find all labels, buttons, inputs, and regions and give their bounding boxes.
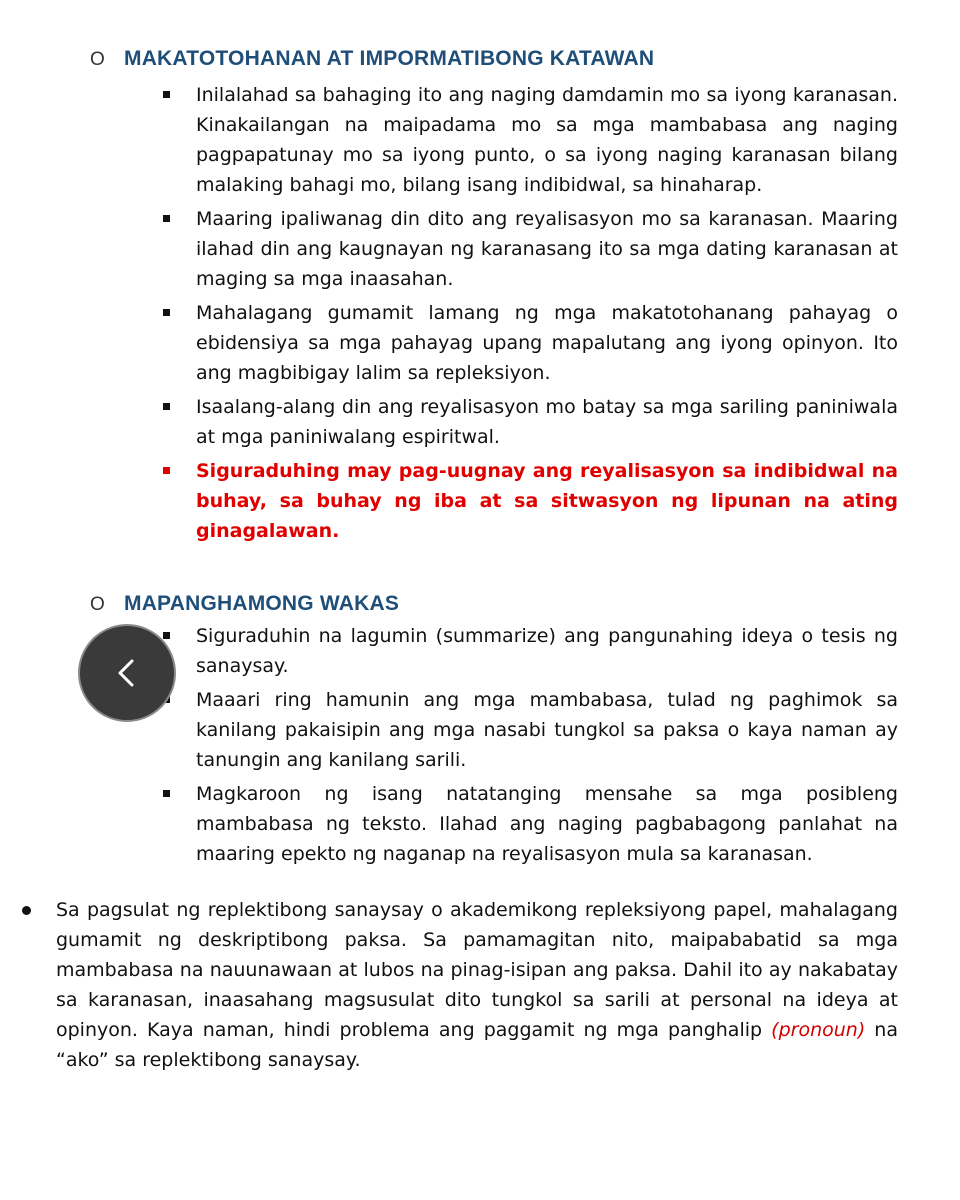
list-item-text: Siguraduhin na lagumin (summarize) ang pangunahing ideya o tesis ng sanaysay.: [196, 625, 898, 677]
back-button[interactable]: [78, 624, 176, 722]
list-item-text: Mahalagang gumamit lamang ng mga makatotohanang pahayag o ebidensiya sa mga pahayag upang mapalutang ang iyong opinyon. Ito ang magbibigay lalim sa repleksiyon.: [196, 302, 898, 384]
katawan-list: [160, 80, 898, 550]
list-item-text: Magkaroon ng isang natatanging mensahe sa mga posibleng mambabasa ng teksto. Ilahad ang naging pagbabagong panlahat na maaring epekto ng naganap na reyalisasyon mula sa karanasan.: [196, 783, 898, 865]
list-item: [160, 204, 898, 294]
list-item-text: Isaalang-alang din ang reyalisasyon mo batay sa mga sariling paniniwala at mga paniniwalang espiritwal.: [196, 396, 898, 448]
list-item: [160, 779, 898, 869]
square-bullet-icon: [163, 632, 170, 639]
square-bullet-icon: [163, 790, 170, 797]
paragraph-text-end: na “ako” sa replektibong sanaysay.: [56, 1019, 898, 1071]
square-bullet-icon: [163, 309, 170, 316]
list-item-text: Inilalahad sa bahaging ito ang naging damdamin mo sa iyong karanasan. Kinakailangan na maipadama mo sa mga mambabasa ang naging pagpapatunay mo sa iyong punto, o sa iyong naging karanasan bilang malaking bahagi mo, bilang isang indibidwal, sa hinaharap.: [196, 84, 898, 196]
square-bullet-icon: [163, 403, 170, 410]
section-title: MAPANGHAMONG WAKAS: [124, 592, 400, 615]
square-bullet-icon: [163, 215, 170, 222]
section-heading-katawan: [90, 47, 910, 71]
square-bullet-icon: [163, 467, 170, 474]
wakas-list: [160, 621, 898, 873]
list-item: [160, 685, 898, 775]
list-item-emphasized: [160, 456, 898, 546]
circle-bullet-icon: O: [90, 594, 105, 615]
main-bullet-paragraph: [22, 895, 898, 1075]
list-item: [160, 392, 898, 452]
paragraph-text-start: Sa pagsulat ng replektibong sanaysay o akademikong repleksiyong papel, mahalagang gumamit ng deskriptibong paksa. Sa pamamagitan nito, maipababatid sa mga mambabasa na nauunawaan at lubos na pinag-isipan ang paksa. Dahil ito ay nakabatay sa karanasan, inaasahang magsusulat dito tungkol sa sarili at personal na ideya at opinyon. Kaya naman, hindi problema ang paggamit ng mga panghalip: [56, 899, 898, 1041]
circle-bullet-icon: O: [90, 49, 105, 70]
paragraph-text: [56, 895, 898, 1075]
pronoun-term: (pronoun): [771, 1019, 866, 1041]
list-item: [160, 621, 898, 681]
section-title: MAKATOTOHANAN AT IMPORMATIBONG KATAWAN: [124, 47, 655, 70]
list-item: [160, 80, 898, 200]
list-item-text: Maaring ipaliwanag din dito ang reyalisasyon mo sa karanasan. Maaring ilahad din ang kaugnayan ng karanasang ito sa mga dating karanasan at maging sa mga inaasahan.: [196, 208, 898, 290]
list-item-text: Siguraduhing may pag-uugnay ang reyalisasyon sa indibidwal na buhay, sa buhay ng iba at sa sitwasyon ng lipunan na ating ginagalawan.: [196, 460, 898, 542]
round-bullet-icon: [22, 906, 31, 915]
square-bullet-icon: [163, 91, 170, 98]
chevron-left-icon: [107, 653, 147, 693]
list-item: [160, 298, 898, 388]
section-heading-wakas: [90, 592, 910, 616]
list-item-text: Maaari ring hamunin ang mga mambabasa, tulad ng paghimok sa kanilang pakaisipin ang mga nasabi tungkol sa paksa o kaya naman ay tanungin ang kanilang sarili.: [196, 689, 898, 771]
